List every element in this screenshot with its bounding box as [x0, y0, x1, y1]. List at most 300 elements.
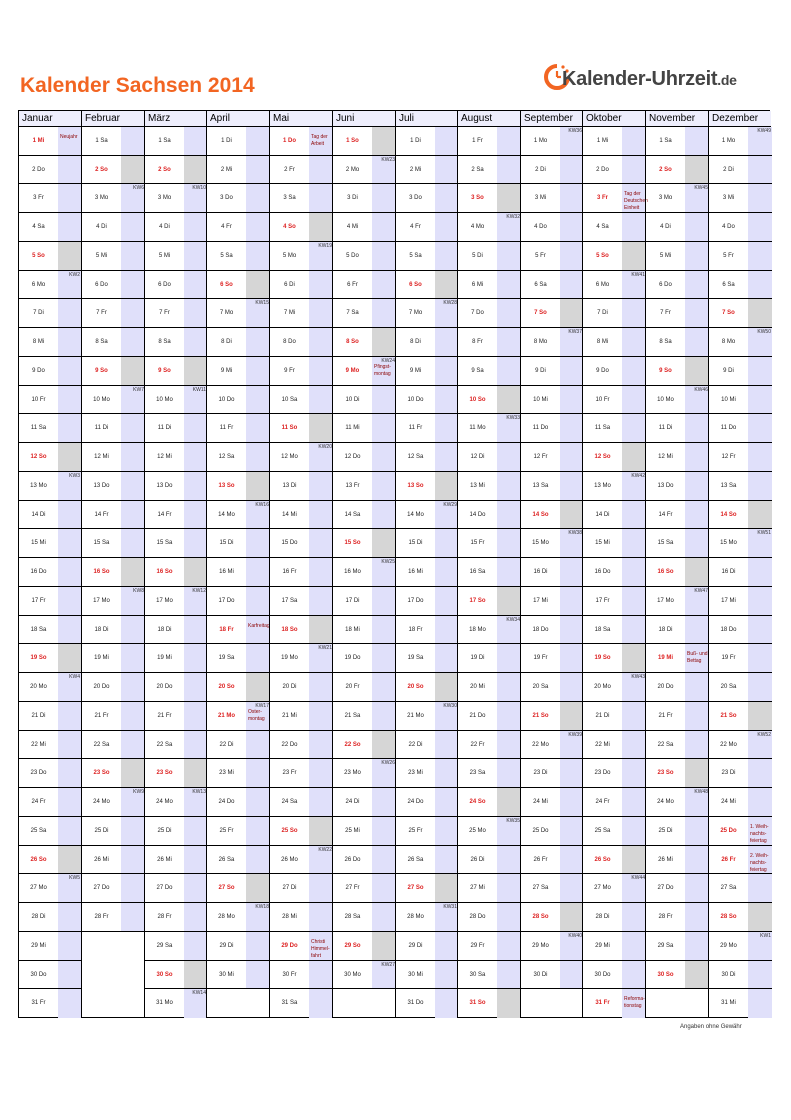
day-label: 29 Di [408, 943, 423, 949]
day-band [58, 328, 81, 356]
day-band [748, 501, 772, 528]
day-cell [19, 472, 81, 501]
disclaimer: Angaben ohne Gewähr [680, 1024, 742, 1030]
day-label: 6 Mo [31, 282, 46, 288]
day-label: 7 Do [471, 310, 484, 316]
day-band [184, 616, 207, 643]
day-cell [458, 501, 521, 529]
day-cell [82, 644, 145, 673]
week-number: KW8 [133, 588, 144, 594]
day-band [435, 328, 458, 356]
day-band [58, 184, 81, 212]
day-cell [333, 414, 396, 443]
week-number: KW43 [631, 674, 645, 680]
day-band [121, 328, 145, 356]
day-cell [145, 299, 207, 328]
day-label: 7 So [534, 310, 547, 316]
day-cell [458, 414, 521, 443]
day-band [622, 357, 646, 385]
day-cell [521, 529, 583, 558]
day-label: 2 Mi [409, 167, 422, 173]
day-cell [396, 961, 458, 989]
week-number: KW17 [255, 703, 269, 709]
day-label: 10 Mi [533, 397, 548, 403]
day-cell [270, 156, 333, 184]
day-label: 15 Mi [31, 540, 46, 546]
month-column [708, 127, 771, 1018]
day-label: 18 Di [94, 627, 109, 633]
day-label: 27 Sa [532, 885, 549, 891]
day-cell [396, 184, 458, 213]
day-label: 28 Mo [407, 914, 424, 920]
day-label: 20 Fr [345, 684, 360, 690]
month-column [269, 127, 332, 1018]
day-cell [207, 386, 270, 414]
day-cell [145, 156, 207, 184]
day-label: 3 Mo [157, 195, 172, 201]
day-cell [333, 788, 396, 817]
day-cell [19, 587, 81, 616]
day-label: 12 Mi [94, 454, 109, 460]
day-cell [458, 443, 521, 472]
day-band [685, 443, 709, 471]
day-band [497, 788, 521, 816]
day-label: 21 Fr [157, 713, 172, 719]
day-band [685, 616, 709, 643]
day-label: 26 Mi [658, 857, 673, 863]
day-band [58, 127, 81, 155]
week-number: KW6 [133, 185, 144, 191]
day-label: 25 Do [720, 828, 737, 834]
day-label: 14 Fr [94, 512, 109, 518]
week-number: KW14 [192, 990, 206, 996]
day-band [685, 817, 709, 845]
day-cell [333, 213, 396, 242]
day-cell [458, 127, 521, 156]
day-band [748, 874, 772, 902]
day-cell [82, 874, 145, 903]
day-cell [709, 702, 772, 731]
day-cell [709, 989, 772, 1018]
week-number: KW16 [255, 502, 269, 508]
day-cell [333, 386, 396, 414]
day-label: 6 Di [284, 282, 295, 288]
day-label: 24 Mi [721, 799, 736, 805]
day-label: 20 Do [657, 684, 674, 690]
week-number: KW37 [568, 329, 582, 335]
day-label: 14 So [532, 512, 549, 518]
day-cell [458, 616, 521, 644]
day-label: 10 Sa [281, 397, 298, 403]
week-number: KW35 [506, 818, 520, 824]
day-cell [333, 616, 396, 644]
day-cell [207, 271, 270, 299]
day-label: 23 So [156, 770, 173, 776]
day-label: 25 Fr [219, 828, 234, 834]
day-label: 28 Do [469, 914, 486, 920]
day-cell [583, 644, 646, 673]
day-cell [709, 299, 772, 328]
day-band [560, 702, 583, 730]
day-label: 13 Do [93, 483, 110, 489]
day-band [622, 817, 646, 845]
day-cell [145, 184, 207, 213]
day-band [58, 501, 81, 528]
day-cell [521, 472, 583, 501]
day-band [685, 558, 709, 586]
day-label: 4 Di [660, 224, 671, 230]
day-label: 31 Do [407, 1000, 424, 1006]
day-cell [270, 989, 333, 1018]
day-label: 21 Di [595, 713, 610, 719]
day-cell [709, 271, 772, 299]
day-label: 21 Sa [344, 713, 361, 719]
day-band [622, 328, 646, 356]
week-number: KW9 [133, 789, 144, 795]
day-band [497, 961, 521, 988]
day-label: 26 Sa [407, 857, 424, 863]
day-band [309, 989, 333, 1018]
day-cell [145, 903, 207, 932]
day-band [121, 731, 145, 758]
day-label: 13 Sa [720, 483, 737, 489]
day-cell [396, 817, 458, 846]
day-band [435, 874, 458, 902]
day-cell [709, 472, 772, 501]
day-label: 7 Mo [408, 310, 423, 316]
day-cell [458, 932, 521, 961]
day-cell [19, 328, 81, 357]
day-label: 27 Mi [470, 885, 485, 891]
day-cell [145, 386, 207, 414]
day-band [622, 501, 646, 528]
day-label: 15 Mo [532, 540, 549, 546]
day-cell [207, 558, 270, 587]
day-band [309, 731, 333, 758]
day-label: 24 Mi [533, 799, 548, 805]
day-label: 13 So [218, 483, 235, 489]
day-band [622, 156, 646, 183]
day-band [560, 501, 583, 528]
day-cell [583, 472, 646, 501]
day-cell [396, 501, 458, 529]
day-label: 9 Mo [345, 368, 360, 374]
day-band [372, 673, 396, 701]
day-label: 11 Di [157, 425, 172, 431]
day-label: 11 Mi [345, 425, 360, 431]
day-band [121, 529, 145, 557]
day-label: 20 So [407, 684, 424, 690]
day-label: 24 Do [407, 799, 424, 805]
day-label: 9 Mi [409, 368, 422, 374]
day-cell [19, 759, 81, 788]
day-label: 19 Mi [157, 655, 172, 661]
day-cell [270, 501, 333, 529]
day-label: 12 Fr [721, 454, 736, 460]
day-cell [458, 156, 521, 184]
day-cell [19, 386, 81, 414]
day-cell [19, 961, 81, 989]
day-label: 20 Mo [594, 684, 611, 690]
day-label: 17 So [469, 598, 486, 604]
day-cell [646, 874, 709, 903]
day-label: 4 Sa [32, 224, 45, 230]
week-number: KW18 [255, 904, 269, 910]
day-cell [333, 242, 396, 271]
day-label: 9 Do [596, 368, 609, 374]
week-number: KW25 [381, 559, 395, 565]
day-cell [396, 932, 458, 961]
day-cell [646, 443, 709, 472]
day-cell [145, 443, 207, 472]
day-cell [333, 644, 396, 673]
day-band [497, 156, 521, 183]
day-cell [145, 328, 207, 357]
day-band [435, 616, 458, 643]
day-band [560, 184, 583, 212]
day-cell [82, 616, 145, 644]
day-cell [270, 414, 333, 443]
day-band [372, 529, 396, 557]
day-label: 15 Do [281, 540, 298, 546]
day-label: 20 Do [93, 684, 110, 690]
day-label: 8 Mo [721, 339, 736, 345]
day-band [246, 213, 270, 241]
day-cell [333, 299, 396, 328]
day-cell [646, 386, 709, 414]
day-band [622, 414, 646, 442]
day-band [372, 127, 396, 155]
week-number: KW3 [69, 473, 80, 479]
day-band [246, 932, 270, 960]
day-band [246, 558, 270, 586]
day-label: 27 Fr [345, 885, 360, 891]
day-label: 13 Fr [345, 483, 360, 489]
month-header: Mai [269, 111, 332, 127]
day-cell [145, 127, 207, 156]
day-cell [396, 989, 458, 1018]
day-cell [82, 184, 145, 213]
day-label: 13 Mi [470, 483, 485, 489]
day-band [184, 443, 207, 471]
day-cell [583, 788, 646, 817]
day-band [748, 357, 772, 385]
day-label: 18 Fr [219, 627, 234, 633]
day-band [560, 788, 583, 816]
day-band [748, 156, 772, 183]
day-label: 13 So [407, 483, 424, 489]
day-cell [19, 501, 81, 529]
day-cell [646, 299, 709, 328]
day-label: 1 Mo [533, 138, 548, 144]
day-band [121, 616, 145, 643]
day-band [309, 616, 333, 643]
day-band [372, 731, 396, 758]
day-band [497, 357, 521, 385]
day-band [497, 903, 521, 931]
day-band [622, 587, 646, 615]
day-band [58, 702, 81, 730]
day-band [622, 443, 646, 471]
day-cell [458, 846, 521, 874]
day-cell [82, 213, 145, 242]
day-label: 17 Fr [31, 598, 46, 604]
day-label: 2 Mo [345, 167, 360, 173]
day-band [184, 932, 207, 960]
day-cell [333, 673, 396, 702]
day-label: 1 Di [221, 138, 232, 144]
day-label: 22 Sa [93, 742, 110, 748]
day-cell [19, 989, 81, 1018]
day-label: 14 Mo [407, 512, 424, 518]
day-cell [145, 846, 207, 874]
day-cell [333, 156, 396, 184]
day-label: 20 Mo [30, 684, 47, 690]
day-band [748, 961, 772, 988]
day-cell [82, 328, 145, 357]
day-label: 2 Di [723, 167, 734, 173]
week-number: KW44 [631, 875, 645, 881]
day-label: 8 Sa [158, 339, 171, 345]
day-cell [19, 788, 81, 817]
day-band [58, 759, 81, 787]
day-cell [583, 386, 646, 414]
day-band [685, 846, 709, 873]
day-band [622, 903, 646, 931]
day-cell [270, 961, 333, 989]
day-band [560, 903, 583, 931]
day-label: 6 Mi [471, 282, 484, 288]
holiday-name: Tag der Deutschen Einheit [624, 191, 648, 211]
day-label: 18 Sa [30, 627, 47, 633]
day-cell [583, 846, 646, 874]
day-label: 5 Fr [723, 253, 734, 259]
day-cell [458, 357, 521, 386]
day-label: 3 Do [409, 195, 422, 201]
day-label: 30 Sa [469, 972, 486, 978]
day-cell [145, 644, 207, 673]
holiday-name: 1. Weih- nachts- feiertag [750, 824, 769, 844]
week-number: KW39 [568, 732, 582, 738]
day-cell [19, 414, 81, 443]
day-cell [270, 846, 333, 874]
month-column [457, 127, 520, 1018]
day-band [435, 271, 458, 298]
month-header: Dezember [708, 111, 771, 127]
day-cell [207, 127, 270, 156]
holiday-name: Buß- und Bettag [687, 651, 708, 664]
day-band [748, 242, 772, 270]
day-band [622, 299, 646, 327]
day-label: 19 Di [470, 655, 485, 661]
month-header: August [457, 111, 520, 127]
day-label: 25 Sa [594, 828, 611, 834]
day-cell [396, 328, 458, 357]
day-band [685, 501, 709, 528]
day-band [497, 731, 521, 758]
day-cell [82, 472, 145, 501]
day-cell [521, 874, 583, 903]
day-label: 6 Do [659, 282, 672, 288]
day-band [184, 501, 207, 528]
day-cell [207, 587, 270, 616]
day-label: 18 Mi [345, 627, 360, 633]
day-cell [458, 213, 521, 242]
day-cell [458, 299, 521, 328]
day-band [622, 932, 646, 960]
day-band [372, 932, 396, 960]
day-cell [145, 961, 207, 989]
day-cell [583, 817, 646, 846]
day-label: 17 Do [407, 598, 424, 604]
day-cell [458, 644, 521, 673]
day-label: 4 Mi [346, 224, 359, 230]
day-cell [19, 529, 81, 558]
logo-name: Kalender-Uhrzeit [562, 68, 718, 90]
day-band [246, 414, 270, 442]
day-cell [396, 414, 458, 443]
day-band [685, 472, 709, 500]
day-cell [646, 271, 709, 299]
day-label: 4 Fr [221, 224, 232, 230]
day-label: 10 Mi [721, 397, 736, 403]
month-column [645, 127, 708, 1018]
day-band [622, 529, 646, 557]
day-cell [270, 127, 333, 156]
day-band [497, 702, 521, 730]
day-cell [82, 558, 145, 587]
day-label: 23 Mo [344, 770, 361, 776]
day-cell [207, 846, 270, 874]
day-cell [19, 127, 81, 156]
day-label: 1 Do [282, 138, 296, 144]
day-band [748, 587, 772, 615]
day-band [121, 501, 145, 528]
day-cell [82, 299, 145, 328]
day-label: 5 Fr [535, 253, 546, 259]
day-label: 12 Sa [407, 454, 424, 460]
day-label: 6 So [220, 282, 233, 288]
day-label: 11 Di [658, 425, 673, 431]
day-band [246, 271, 270, 298]
day-cell [145, 616, 207, 644]
day-cell [646, 213, 709, 242]
day-cell [333, 903, 396, 932]
day-band [121, 874, 145, 902]
day-band [560, 817, 583, 845]
day-band [309, 156, 333, 183]
day-label: 28 Fr [658, 914, 673, 920]
day-cell [396, 587, 458, 616]
day-band [121, 299, 145, 327]
day-band [748, 759, 772, 787]
day-label: 22 Fr [470, 742, 485, 748]
day-label: 15 Sa [93, 540, 110, 546]
day-label: 23 Do [30, 770, 47, 776]
day-band [560, 644, 583, 672]
day-cell [19, 357, 81, 386]
day-band [372, 472, 396, 500]
day-label: 11 Do [720, 425, 737, 431]
day-band [121, 644, 145, 672]
day-label: 13 Di [282, 483, 297, 489]
day-label: 1 Mi [596, 138, 609, 144]
day-cell [583, 184, 646, 213]
week-number: KW4 [69, 674, 80, 680]
week-number: KW27 [381, 962, 395, 968]
day-band [435, 414, 458, 442]
day-label: 15 Sa [657, 540, 674, 546]
